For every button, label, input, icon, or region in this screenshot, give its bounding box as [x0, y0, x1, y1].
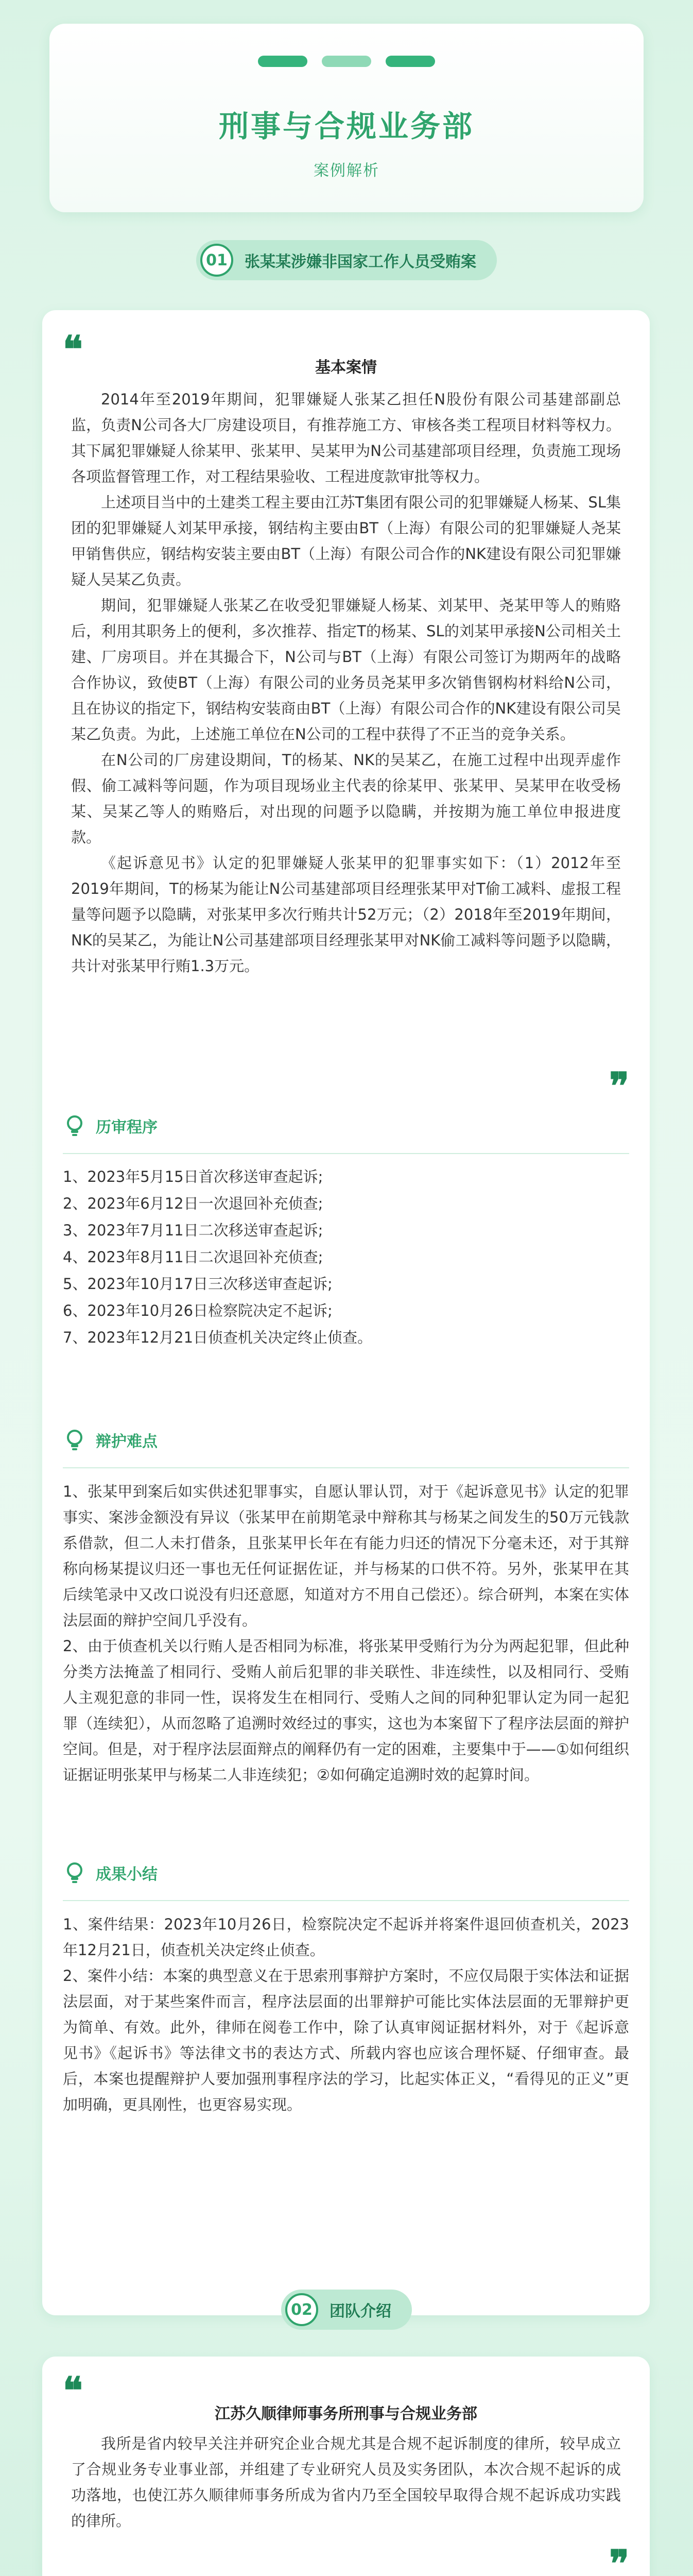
- decor-bars: [49, 56, 644, 67]
- list-item: 3、2023年7月11日二次移送审查起诉;: [63, 1222, 323, 1239]
- section-title: 张某某涉嫌非国家工作人员受贿案: [245, 253, 476, 271]
- case-paragraph: 《起诉意见书》认定的犯罪嫌疑人张某甲的犯罪事实如下：（1）2012年至2019年期间，T的杨某为能让N公司基建部项目经理张某甲对T偷工减料、虚报工程量等问题予以隐瞒，对张某甲多次行贿共计52万元；（2）2018年至2019年期间，NK的吴某乙，为能让N公司基建部项目经理张某甲对NK偷工减料等问题予以隐瞒，共计对张某甲行贿1.3万元。: [71, 854, 621, 975]
- results-text: [63, 1911, 629, 2117]
- quote-open-icon: ❝: [63, 327, 83, 371]
- case-paragraph: 上述项目当中的土建类工程主要由江苏T集团有限公司的犯罪嫌疑人杨某、SL集团的犯罪嫌疑人刘某甲承接，钢结构主要由BT（上海）有限公司的犯罪嫌疑人尧某甲销售供应，钢结构安装主要由BT（上海）有限公司合作的NK建设有限公司犯罪嫌疑人吴某乙负责。: [71, 494, 621, 588]
- decor-bar: [386, 56, 435, 67]
- defense-label: 辩护难点: [96, 1433, 158, 1451]
- team-heading: 江苏久顺律师事务所刑事与合规业务部: [215, 2405, 477, 2423]
- section-pill: [196, 240, 497, 280]
- section-01-header: [0, 240, 693, 280]
- section-pill: [281, 2290, 412, 2330]
- results-paragraph: 2、案件小结：本案的典型意义在于思索刑事辩护方案时，不应仅局限于实体法和证据法层面，对于某些案件而言，程序法层面的出罪辩护可能比实体法层面的无罪辩护更为简单、有效。此外，律师在阅卷工作中，除了认真审阅证据材料外，对于《起诉意见书》《起诉书》等法律文书的表达方式、所载内容也应该合理怀疑、仔细审查。最后，本案也提醒辩护人要加强刑事程序法的学习，比起实体正义，“看得见的正义”更加明确，更具刚性，也更容易实现。: [63, 1967, 629, 2113]
- section-02-header: [0, 2290, 693, 2330]
- history-label: 历审程序: [96, 1118, 158, 1137]
- divider: [63, 1900, 629, 1901]
- list-item: 5、2023年10月17日三次移送审查起诉;: [63, 1275, 333, 1293]
- list-item: 7、2023年12月21日侦查机关决定终止侦查。: [63, 1329, 373, 1346]
- case-paragraph: 2014年至2019年期间，犯罪嫌疑人张某乙担任N股份有限公司基建部副总监，负责N公司各大厂房建设项目，有推荐施工方、审核各类工程项目材料等权力。其下属犯罪嫌疑人徐某甲、张某甲、吴某甲为N公司基建部项目经理，负责施工现场各项监督管理工作，对工程结果验收、工程进度款审批等权力。: [71, 391, 621, 485]
- quote-open-icon: ❝: [63, 2368, 83, 2412]
- team-paragraph: 我所是省内较早关注并研究企业合规尤其是合规不起诉制度的律所，较早成立了合规业务专业事业部，并组建了专业研究人员及实务团队，本次合规不起诉的成功落地，也使江苏久顺律师事务所成为省内乃至全国较早取得合规不起诉成功实践的律所。: [71, 2435, 621, 2530]
- history-list: [63, 1163, 629, 1351]
- defense-paragraph: 1、张某甲到案后如实供述犯罪事实，自愿认罪认罚，对于《起诉意见书》认定的犯罪事实、案涉金额没有异议（张某甲在前期笔录中辩称其与杨某之间发生的50万元钱款系借款，但二人未打借条，且张某甲长年在有能力归还的情况下分毫未还，对于其辩称向杨某提议归还一事也无任何证据佐证，并与杨某的口供不符。另外，张某甲在其后续笔录中又改口说没有归还意愿，知道对方不用自己偿还）。综合研判，本案在实体法层面的辩护空间几乎没有。: [63, 1483, 629, 1629]
- case-heading: 基本案情: [315, 359, 377, 377]
- divider: [63, 1467, 629, 1468]
- lightbulb-icon: [63, 1114, 86, 1138]
- results-paragraph: 1、案件结果：2023年10月26日，检察院决定不起诉并将案件退回侦查机关，2023年12月21日，侦查机关决定终止侦查。: [63, 1916, 629, 1959]
- results-label: 成果小结: [96, 1866, 158, 1884]
- page-subtitle: 案例解析: [314, 162, 379, 180]
- defense-paragraph: 2、由于侦查机关以行贿人是否相同为标准，将张某甲受贿行为分为两起犯罪，但此种分类方法掩盖了相同行、受贿人前后犯罪的非关联性、非连续性，以及相同行、受贿人主观犯意的非同一性，误将发生在相同行、受贿人之间的同种犯罪认定为同一起犯罪（连续犯），从而忽略了追溯时效经过的事实，这也为本案留下了程序法层面的辩护空间。但是，对于程序法层面辩点的阐释仍有一定的困难，主要集中于——①如何组织证据证明张某甲与杨某二人非连续犯；②如何确定追溯时效的起算时间。: [63, 1637, 629, 1784]
- decor-bar: [322, 56, 371, 67]
- lightbulb-icon: [63, 1861, 86, 1885]
- case-summary: [71, 349, 621, 979]
- case-paragraph: 在N公司的厂房建设期间，T的杨某、NK的吴某乙，在施工过程中出现弄虚作假、偷工减料等问题，作为项目现场业主代表的徐某甲、张某甲、吴某甲在收受杨某、吴某乙等人的贿赂后，对出现的问题予以隐瞒，并按期为施工单位申报进度款。: [71, 751, 621, 846]
- section-title: 团队介绍: [330, 2302, 391, 2320]
- list-item: 1、2023年5月15日首次移送审查起诉;: [63, 1168, 323, 1185]
- list-item: 4、2023年8月11日二次退回补充侦查;: [63, 1248, 323, 1266]
- page-title: 刑事与合规业务部: [218, 109, 474, 144]
- header-card: [49, 24, 644, 212]
- case-card: [42, 310, 650, 2315]
- team-card: [42, 2357, 650, 2576]
- quote-close-icon: ❞: [609, 2541, 629, 2576]
- team-intro: [71, 2401, 621, 2534]
- history-heading: [63, 1114, 158, 1138]
- lightbulb-icon: [63, 1428, 86, 1452]
- decor-bar: [258, 56, 307, 67]
- section-number-badge: 01: [200, 244, 233, 277]
- list-item: 2、2023年6月12日一次退回补充侦查;: [63, 1195, 323, 1212]
- case-paragraph: 期间，犯罪嫌疑人张某乙在收受犯罪嫌疑人杨某、刘某甲、尧某甲等人的贿赂后，利用其职务上的便利，多次推荐、指定T的杨某、SL的刘某甲承接N公司相关土建、厂房项目。并在其撮合下，N公司与BT（上海）有限公司签订为期两年的战略合作协议，致使BT（上海）有限公司的业务员尧某甲多次销售钢构材料给N公司，且在协议的指定下，钢结构安装商由BT（上海）有限公司合作的NK建设有限公司吴某乙负责。为此，上述施工单位在N公司的工程中获得了不正当的竞争关系。: [71, 597, 621, 743]
- quote-close-icon: ❞: [609, 1064, 629, 1108]
- defense-heading: [63, 1428, 158, 1452]
- defense-text: [63, 1479, 629, 1788]
- section-number-badge: 02: [285, 2293, 318, 2326]
- results-heading: [63, 1861, 158, 1885]
- divider: [63, 1153, 629, 1154]
- list-item: 6、2023年10月26日检察院决定不起诉;: [63, 1302, 333, 1319]
